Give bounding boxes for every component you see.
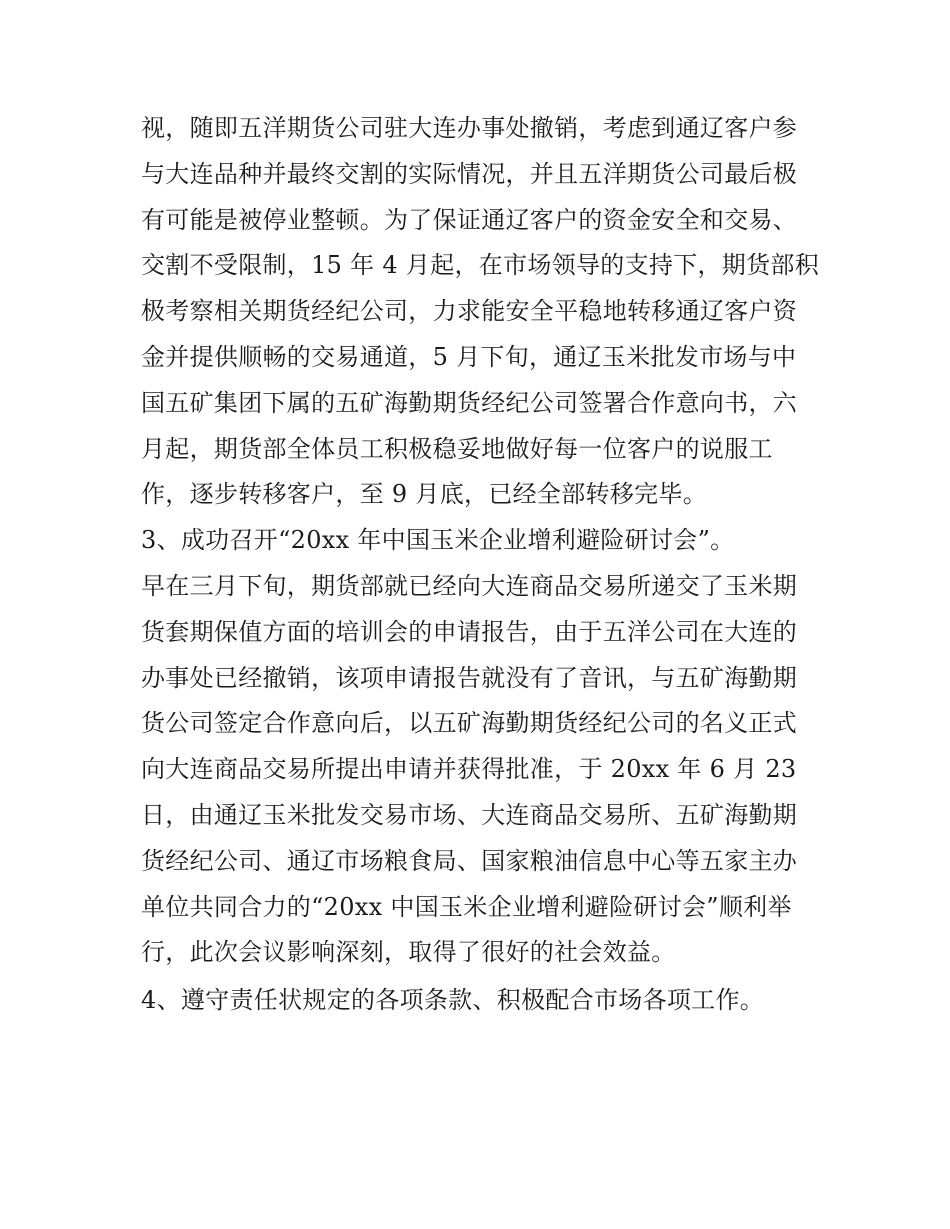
paragraph-line: 办事处已经撤销，该项申请报告就没有了音讯，与五矿海勤期 bbox=[141, 663, 798, 692]
paragraph-line: 作，逐步转移客户，至 9 月底，已经全部转移完毕。 bbox=[141, 480, 708, 509]
document-body bbox=[141, 106, 831, 1024]
section-heading-4: 4、遵守责任状规定的各项条款、积极配合市场各项工作。 bbox=[141, 986, 765, 1015]
paragraph-line: 国五矿集团下属的五矿海勤期货经纪公司签署合作意向书，六 bbox=[141, 388, 798, 417]
paragraph-line: 日，由通辽玉米批发交易市场、大连商品交易所、五矿海勤期 bbox=[141, 800, 798, 829]
paragraph-line: 货经纪公司、通辽市场粮食局、国家粮油信息中心等五家主办 bbox=[141, 846, 798, 875]
section-heading-3: 3、成功召开“20xx 年中国玉米企业增利避险研讨会”。 bbox=[141, 526, 735, 555]
paragraph-line: 货套期保值方面的培训会的申请报告，由于五洋公司在大连的 bbox=[141, 617, 798, 646]
paragraph-line: 视，随即五洋期货公司驻大连办事处撤销，考虑到通辽客户参 bbox=[141, 114, 798, 142]
paragraph-line: 货公司签定合作意向后，以五矿海勤期货经纪公司的名义正式 bbox=[141, 709, 798, 738]
paragraph-line: 极考察相关期货经纪公司，力求能安全平稳地转移通辽客户资 bbox=[141, 297, 798, 326]
paragraph-line: 月起，期货部全体员工积极稳妥地做好每一位客户的说服工 bbox=[141, 434, 773, 463]
paragraph-line: 交割不受限制，15 年 4 月起，在市场领导的支持下，期货部积 bbox=[141, 251, 819, 280]
paragraph-line: 行，此次会议影响深刻，取得了很好的社会效益。 bbox=[141, 938, 676, 967]
paragraph-line: 向大连商品交易所提出申请并获得批准，于 20xx 年 6 月 23 bbox=[141, 755, 797, 784]
paragraph-line: 有可能是被停业整顿。为了保证通辽客户的资金安全和交易、 bbox=[141, 205, 798, 234]
paragraph-line: 早在三月下旬，期货部就已经向大连商品交易所递交了玉米期 bbox=[141, 571, 798, 600]
paragraph-line: 单位共同合力的“20xx 中国玉米企业增利避险研讨会”顺利举 bbox=[141, 892, 792, 921]
paragraph-line: 金并提供顺畅的交易通道，5 月下旬，通辽玉米批发市场与中 bbox=[141, 342, 797, 371]
paragraph-line: 与大连品种并最终交割的实际情况，并且五洋期货公司最后极 bbox=[141, 159, 798, 188]
